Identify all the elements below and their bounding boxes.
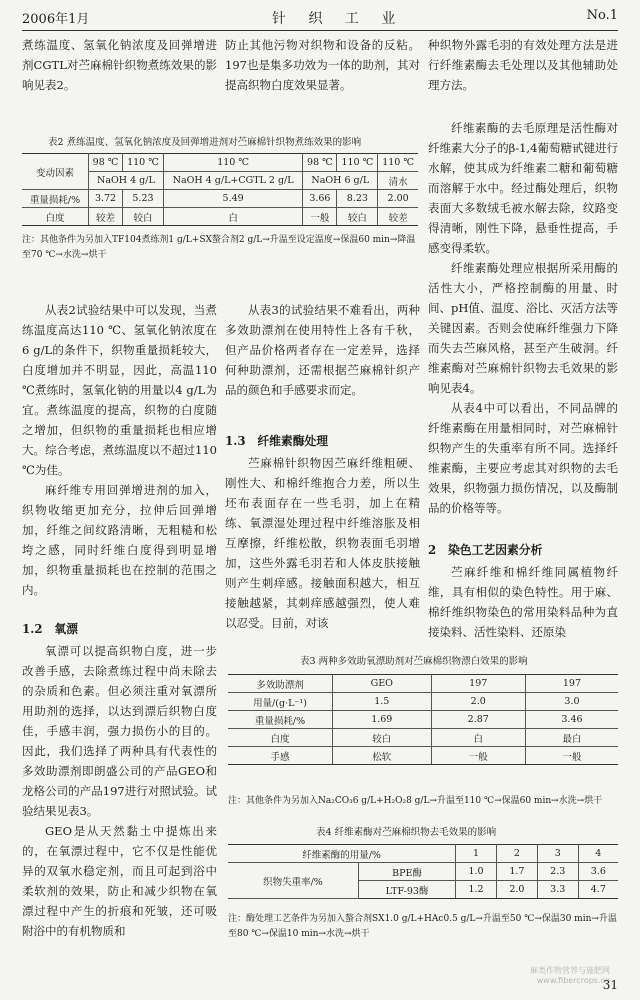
table3-cell: 最白 xyxy=(525,729,618,747)
table3-header: 197 xyxy=(525,675,618,693)
table4-cell: 1.0 xyxy=(456,863,497,881)
table3-row-label: 手感 xyxy=(228,747,333,765)
table2-note: 注：其他条件为另加入TF104煮练剂1 g/L+SX螯合剂2 g/L→升温至设定温度→保温60 min→降温至70 ℃→水洗→烘干 xyxy=(22,235,416,260)
table4-enzyme: LTF-93酶 xyxy=(358,881,455,899)
table3-cell: 松软 xyxy=(333,747,432,765)
table2-caption: 表2 煮练温度、氢氧化钠浓度及回弹增进剂对苎麻棉针织物煮练效果的影响 xyxy=(48,137,362,148)
table3 xyxy=(228,674,618,765)
table2-cell: 8.23 xyxy=(337,190,378,208)
col2-bottom xyxy=(225,453,420,633)
col1-top: 煮练温度、氢氧化钠浓度及回弹增进剂CGTL对苎麻棉针织物煮练效果的影响见表2。 xyxy=(22,38,217,92)
table4-header: 纤维素酶的用量/% xyxy=(228,845,456,863)
table2-naoh: NaOH 4 g/L+CGTL 2 g/L xyxy=(163,172,303,190)
paragraph: GEO是从天然黏土中提炼出来的，在氧漂过程中，它不仅是性能优异的双氧水稳定剂，而且可起到浴中柔软剂的效果，防止和减少织物在氧漂过程中产生的折痕和死皱，还可吸附浴中的有机物质和 xyxy=(22,824,217,938)
col2-top: 防止其他污物对织物和设备的反粘。197也是集多功效为一体的助剂，其对提高织物白度效果显著。 xyxy=(225,38,420,92)
paragraph: 麻纤维专用回弹增进剂的加入，织物收缩更加充分，拉伸后回弹增加，纤维之间纹路清晰，无粗糙和松垮之感，同时纤维白度得到明显增加，织物重量损耗也在控制的范围之内。 xyxy=(22,483,217,597)
table3-cell: 2.0 xyxy=(431,693,525,711)
table2-cell: 一般 xyxy=(303,208,337,226)
table3-header: GEO xyxy=(333,675,432,693)
table2-temp: 110 ℃ xyxy=(163,154,303,172)
table4 xyxy=(228,844,618,899)
journal-title: 针 织 工 业 xyxy=(272,11,405,27)
table2-cell: 3.72 xyxy=(89,190,123,208)
table3-header: 多效助漂剂 xyxy=(228,675,333,693)
col3-mid xyxy=(428,118,618,518)
table4-cell: 2.3 xyxy=(537,863,578,881)
section-heading-1-2: 1.2 氧漂 xyxy=(22,622,78,636)
col3-bottom xyxy=(428,562,618,642)
issue-number: No.1 xyxy=(586,8,618,23)
table3-header: 197 xyxy=(431,675,525,693)
table2-cell: 较白 xyxy=(337,208,378,226)
table4-header: 3 xyxy=(537,845,578,863)
paragraph: 氧漂可以提高织物白度，进一步改善手感，去除煮练过程中尚未除去的杂质和色素。但必须注重对氧漂所用助剂的选择，以达到漂后织物白度佳，手感丰润，强力损伤小的目的。因此，我们选择了两种具有代表性的多效助漂剂即朗盛公司的产品GEO和龙格公司的产品197进行对照试验。试验结果见表3。 xyxy=(22,644,217,818)
table2-cell: 较白 xyxy=(123,208,164,226)
header-date: 2006年1月 xyxy=(22,12,90,27)
table3-cell: 白 xyxy=(431,729,525,747)
table2-cell: 3.66 xyxy=(303,190,337,208)
table3-cell: 1.5 xyxy=(333,693,432,711)
paragraph: 纤维素酶的去毛原理是活性酶对纤维素大分子的β-1,4葡萄糖甙键进行水解，使其成为纤维素二糖和葡萄糖而溶解于水中。经过酶处理后，织物表面大多数绒毛被水解去除，纹路变得清晰，刚性下降，悬垂性提高，手感变得柔软。 xyxy=(428,121,618,255)
table3-cell: 一般 xyxy=(525,747,618,765)
table4-header: 1 xyxy=(456,845,497,863)
table4-caption: 表4 纤维素酶对苎麻棉织物去毛效果的影响 xyxy=(316,827,497,838)
section-heading-1-3: 1.3 纤维素酶处理 xyxy=(225,434,329,448)
table2-cell: 2.00 xyxy=(378,190,418,208)
table2-cell: 较差 xyxy=(378,208,418,226)
table4-enzyme: BPE酶 xyxy=(358,863,455,881)
paragraph: 从表4中可以看出，不同品牌的纤维素酶在用量相同时，对苎麻棉针织物产生的失重率有所不同。选择纤维素酶，主要应考虑其对织物的去毛效果，织物强力损伤情况，以及酶制品的价格等等。 xyxy=(428,401,618,515)
table4-note: 注：酶处理工艺条件为另加入螯合剂SX1.0 g/L+HAc0.5 g/L→升温至50 ℃→保温30 min→升温至80 ℃→保温10 min→水洗→烘干 xyxy=(228,914,617,939)
col1-mid xyxy=(22,300,217,600)
table3-row-label: 用量/(g·L⁻¹) xyxy=(228,693,333,711)
table2-naoh: NaOH 6 g/L xyxy=(303,172,378,190)
table2-cell: 白 xyxy=(163,208,303,226)
table2-temp: 98 ℃ xyxy=(89,154,123,172)
table2-temp: 110 ℃ xyxy=(337,154,378,172)
table3-row-label: 重量损耗/% xyxy=(228,711,333,729)
table4-cell: 1.2 xyxy=(456,881,497,899)
table2-factor-header: 变动因素 xyxy=(22,154,89,190)
table3-cell: 3.46 xyxy=(525,711,618,729)
table2 xyxy=(22,153,418,226)
table4-cell: 3.6 xyxy=(578,863,618,881)
table3-cell: 较白 xyxy=(333,729,432,747)
table2-cell: 较差 xyxy=(89,208,123,226)
table2-naoh: 清水 xyxy=(378,172,418,190)
table3-cell: 1.69 xyxy=(333,711,432,729)
paragraph: 苎麻棉针织物因苎麻纤维粗硬、刚性大、和棉纤维抱合力差，所以生坯布表面存在一些毛羽，加上在精练、氧漂湿处理过程中纤维溶胀及相互摩擦，纤维松散，织物表面毛羽增加，这些外露毛羽若和人体皮肤接触则产生刺痒感。接触面积越大，相互接触越紧，其刺痒感越强烈，使人难以忍受。目前，对该 xyxy=(225,456,420,630)
table4-header: 4 xyxy=(578,845,618,863)
table2-cell: 5.23 xyxy=(123,190,164,208)
table2-temp: 110 ℃ xyxy=(378,154,418,172)
table4-cell: 4.7 xyxy=(578,881,618,899)
table3-caption: 表3 两种多效助氧漂助剂对苎麻棉织物漂白效果的影响 xyxy=(300,656,528,667)
table4-row-label: 织物失重率/% xyxy=(228,863,358,899)
table4-header: 2 xyxy=(496,845,537,863)
section-heading-2: 2 染色工艺因素分析 xyxy=(428,543,543,557)
table4-cell: 1.7 xyxy=(496,863,537,881)
running-header xyxy=(22,8,618,30)
paragraph: 纤维素酶处理应根据所采用酶的活性大小，严格控制酶的用量、时间、pH值、温度、浴比、灭活方法等关键因素。否则会使麻纤维强力下降而失去苎麻风格，甚至产生破洞。纤维素酶对苎麻棉针织物去毛效果的影响见表4。 xyxy=(428,261,618,395)
col1-bottom xyxy=(22,641,217,941)
table3-cell: 2.87 xyxy=(431,711,525,729)
table4-cell: 2.0 xyxy=(496,881,537,899)
table3-cell: 一般 xyxy=(431,747,525,765)
table2-row-label: 白度 xyxy=(22,208,89,226)
table2-row-label: 重量损耗/% xyxy=(22,190,89,208)
col3-top: 种织物外露毛羽的有效处理方法是进行纤维素酶去毛处理以及其他辅助处理方法。 xyxy=(428,38,618,92)
table2-temp: 110 ℃ xyxy=(123,154,164,172)
table3-row-label: 白度 xyxy=(228,729,333,747)
table2-naoh: NaOH 4 g/L xyxy=(89,172,164,190)
paragraph: 苎麻纤维和棉纤维同属植物纤维，具有相似的染色特性。用于麻、棉纤维织物染色的常用染料品种为直接染料、活性染料、还原染 xyxy=(428,565,618,639)
paragraph: 从表3的试验结果不难看出，两种多效助漂剂在使用特性上各有千秋，但产品价格两者存在一定差异，选择何种助漂剂，还需根据苎麻棉针织产品的颜色和手感要求而定。 xyxy=(225,303,420,397)
table4-cell: 3.3 xyxy=(537,881,578,899)
page-number: 31 xyxy=(602,978,618,992)
paragraph: 从表2试验结果中可以发现，当煮练温度高达110 ℃、氢氧化钠浓度在6 g/L的条件下，织物重量损耗较大，白度增加并不明显，因此，高温110 ℃煮练时，氢氧化钠的用量以4 g/L为宜。煮练温度的提高，织物的白度随之增加，但织物的重量损耗也相应增大。综合考虑，煮练温度以不超过110 ℃为佳。 xyxy=(22,303,217,477)
table3-cell: 3.0 xyxy=(525,693,618,711)
table2-cell: 5.49 xyxy=(163,190,303,208)
table2-temp: 98 ℃ xyxy=(303,154,337,172)
header-rule xyxy=(22,30,618,31)
watermark: 麻类作物营养与施肥网 www.fibercrops.cn xyxy=(530,966,610,985)
table3-note: 注：其他条件为另加入Na₂CO₃6 g/L+H₂O₂8 g/L→升温至110 ℃→保温60 min→水洗→烘干 xyxy=(228,796,603,806)
col2-mid xyxy=(225,300,420,400)
